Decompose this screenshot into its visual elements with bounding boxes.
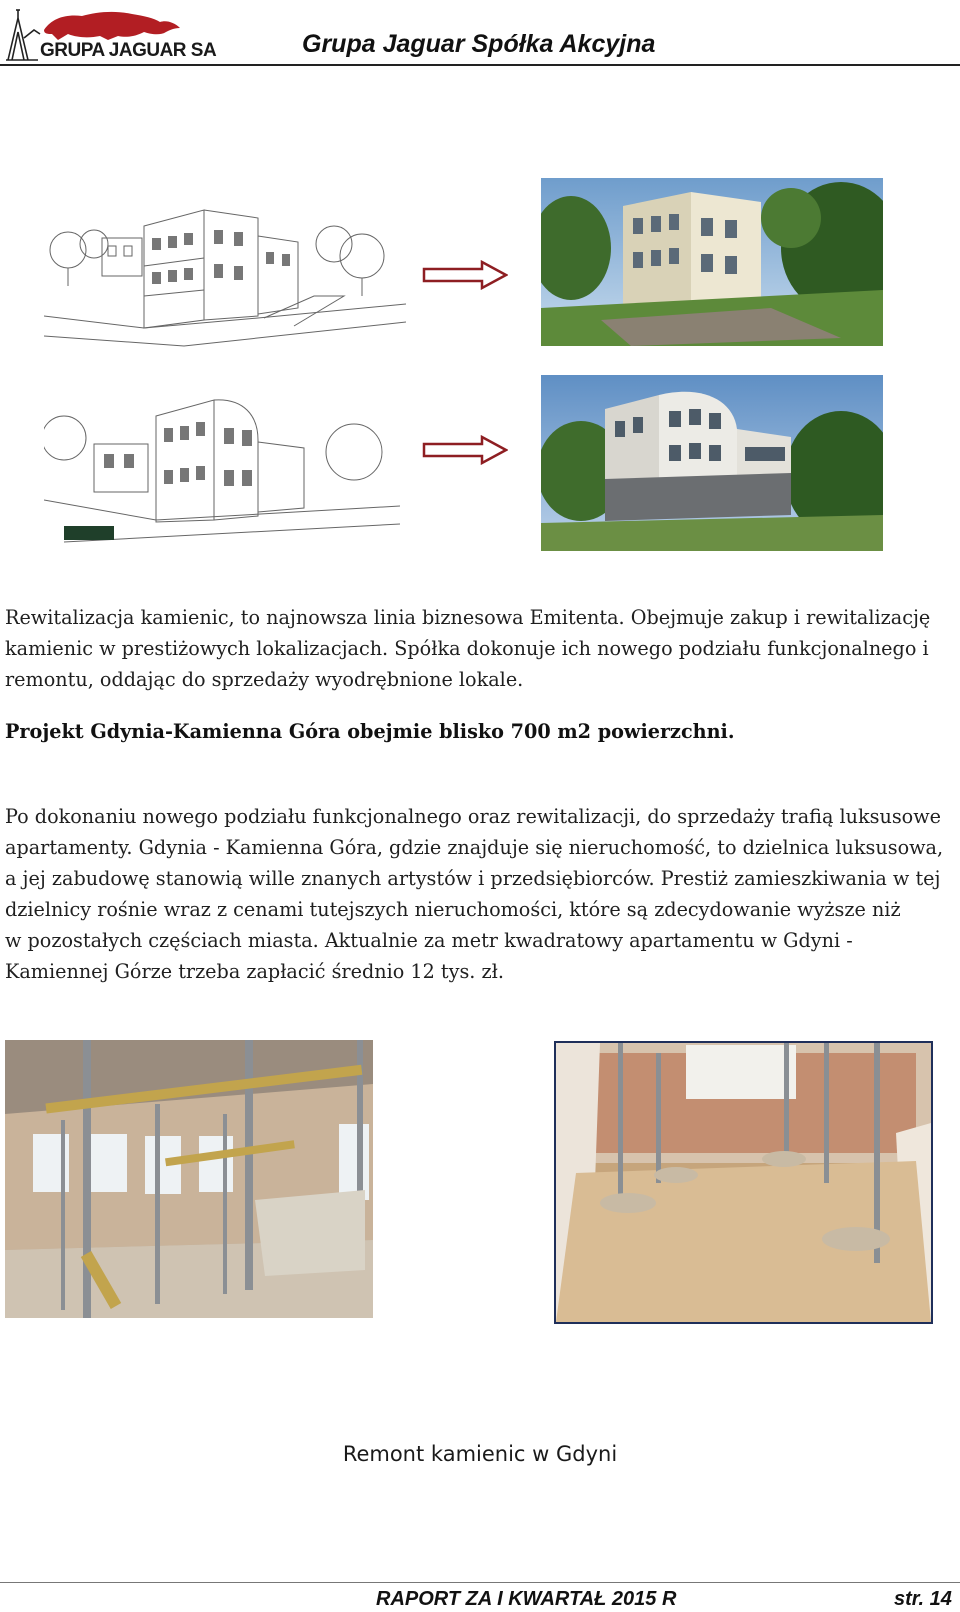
page-number: str. 14: [894, 1588, 952, 1610]
interior-photo-2: [556, 1043, 931, 1322]
render-building-2: [541, 375, 883, 551]
project-headline: Projekt Gdynia-Kamienna Góra obejmie blisko 700 m2 powierzchni.: [5, 720, 735, 743]
footer-divider: [0, 1582, 960, 1583]
description-paragraph: Po dokonaniu nowego podziału funkcjonalnego oraz rewitalizacji, do sprzedaży trafią luksusowe apartamenty. Gdynia - Kamienna Góra, gdzie znajduje się nieruchomość, to dzielnica luksusowa, a jej zabudowę stanowią wille znanych artystów i przedsiębiorców. Prestiż zamieszkiwania w tej dzielnicy rośnie wraz z cenami tutejszych nieruchomości, które są zdecydowanie wyższe niż w pozostałych częściach miasta. Aktualnie za metr kwadratowy apartamentu w Gdyni - Kamiennej Górze trzeba zapłacić średnio 12 tys. zł.: [5, 805, 944, 983]
logo-text: GRUPA JAGUAR SA: [40, 40, 217, 61]
intro-paragraph: Rewitalizacja kamienic, to najnowsza linia biznesowa Emitenta. Obejmuje zakup i rewitalizację kamienic w prestiżowych lokalizacjach. Spółka dokonuje ich nowego podziału funkcjonalnego i remontu, oddając do sprzedaży wyodrębnione lokale.: [5, 606, 931, 691]
footer-report-title: RAPORT ZA I KWARTAŁ 2015 R: [376, 1588, 677, 1610]
header-divider: [0, 64, 960, 66]
sketch-building-1: [44, 196, 406, 358]
interior-photo-1: [5, 1040, 373, 1318]
arrow-right-icon: [422, 260, 508, 294]
render-building-1: [541, 178, 883, 346]
document-title: Grupa Jaguar Spółka Akcyjna: [302, 30, 656, 58]
photo-caption: Remont kamienic w Gdyni: [342, 1442, 618, 1466]
sketch-building-2: [44, 392, 400, 550]
page-header: [0, 0, 960, 68]
arrow-right-icon: [422, 435, 508, 469]
